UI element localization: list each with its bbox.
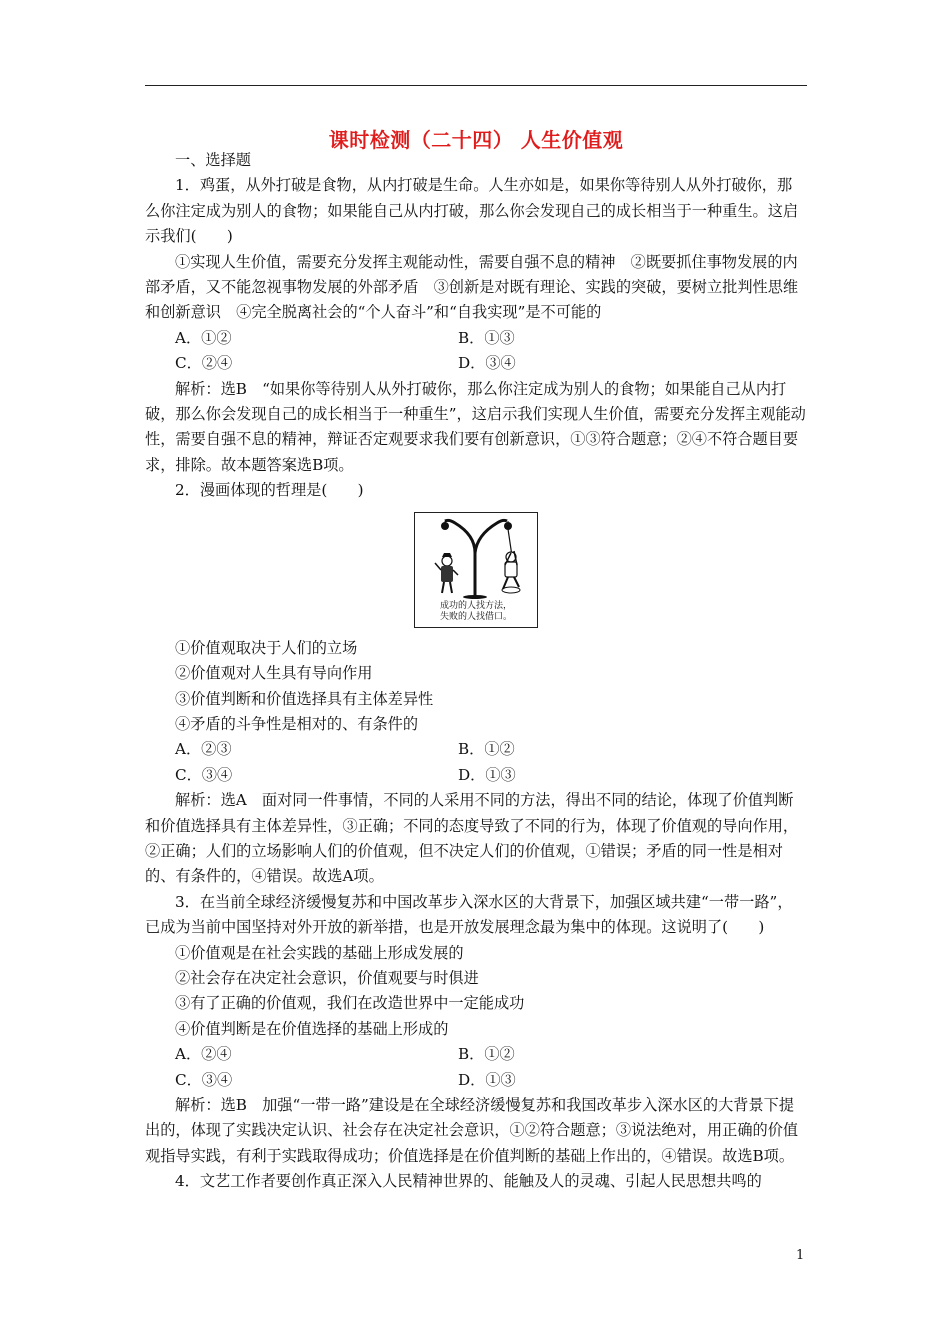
- q2-item-3: ③价值判断和价值选择具有主体差异性: [175, 689, 434, 708]
- q2-stem: 2．漫画体现的哲理是( ): [175, 481, 364, 500]
- q1-option-b: B．①③: [458, 328, 515, 347]
- page-number: 1: [796, 1248, 805, 1263]
- cartoon-illustration: [415, 513, 537, 599]
- q2-options-row2: [145, 763, 807, 788]
- q3-analysis: 解析：选B 加强“一带一路”建设是在全球经济缓慢复苏和我国改革步入深水区的大背景下提出的，体现了实践决定认识、社会存在决定社会意识，①②符合题意；③说法绝对，用正确的价值观指导实践，有利于实践取得成功；价值选择是在价值判断的基础上作出的，④错误。故选B项。: [145, 1096, 799, 1165]
- header-rule: [145, 85, 807, 86]
- q1-option-c: C．②④: [175, 354, 233, 373]
- q1-analysis: 解析：选B “如果你等待别人从外打破你，那么你注定成为别人的食物；如果能自己从内打破，那么你会发现自己的成长相当于一种重生”，这启示我们实现人生价值，需要充分发挥主观能动性，需要自强不息的精神，辩证否定观要求我们要有创新意识，①③符合题意；②④不符合题目要求，排除。故本题答案选B项。: [145, 379, 806, 474]
- section-heading: 一、选择题: [175, 151, 251, 169]
- q2-item-1: ①价值观取决于人们的立场: [175, 638, 358, 657]
- q1-options-row2: [145, 351, 807, 376]
- q2-item-2: ②价值观对人生具有导向作用: [175, 664, 373, 683]
- q3-item-3: ③有了正确的价值观，我们在改造世界中一定能成功: [175, 994, 525, 1013]
- q3-options-row1: [145, 1042, 807, 1067]
- q3-option-d: D．①③: [458, 1070, 516, 1089]
- cartoon-caption: [415, 601, 537, 623]
- q2-option-b: B．①②: [458, 740, 515, 759]
- q3-item-2: ②社会存在决定社会意识，价值观要与时俱进: [175, 968, 479, 987]
- q3-option-a: A．②④: [175, 1045, 232, 1064]
- cartoon-figure: [414, 512, 538, 628]
- q1-stem: 1．鸡蛋，从外打破是食物，从内打破是生命。人生亦如是，如果你等待别人从外打破你，那么你注定成为别人的食物；如果能自己从内打破，那么你会发现自己的成长相当于一种重生。这启示我们( ): [145, 176, 799, 246]
- q3-options-row2: [145, 1068, 807, 1093]
- q2-analysis: 解析：选A 面对同一件事情，不同的人采用不同的方法，得出不同的结论，体现了价值判断和价值选择具有主体差异性，③正确；不同的态度导致了不同的行为，体现了价值观的导向作用，②正确；人们的立场影响人们的价值观，但不决定人们的价值观，①错误；矛盾的同一性是相对的、有条件的，④错误。故选A项。: [145, 791, 799, 886]
- page-title: 课时检测（二十四） 人生价值观: [328, 128, 624, 152]
- q1-option-a: A．①②: [175, 328, 232, 347]
- q1-option-d: D．③④: [458, 354, 516, 373]
- q3-option-b: B．①②: [458, 1045, 515, 1064]
- document-body: [145, 148, 807, 1195]
- q3-item-1: ①价值观是在社会实践的基础上形成发展的: [175, 943, 464, 962]
- q2-option-c: C．③④: [175, 765, 233, 784]
- q2-options-row1: [145, 737, 807, 762]
- q3-option-c: C．③④: [175, 1070, 233, 1089]
- q1-items: ①实现人生价值，需要充分发挥主观能动性，需要自强不息的精神 ②既要抓住事物发展的内部矛盾，又不能忽视事物发展的外部矛盾 ③创新是对既有理论、实践的突破，要树立批判性思维和创新意识 ④完全脱离社会的“个人奋斗”和“自我实现”是不可能的: [145, 252, 799, 322]
- q1-options-row1: [145, 326, 807, 351]
- q4-stem: 4．文艺工作者要创作真正深入人民精神世界的、能触及人的灵魂、引起人民思想共鸣的: [175, 1172, 762, 1191]
- q2-option-a: A．②③: [175, 740, 232, 759]
- q2-option-d: D．①③: [458, 765, 516, 784]
- cartoon-caption-line1: 成功的人找方法，: [439, 600, 512, 611]
- q2-item-4: ④矛盾的斗争性是相对的、有条件的: [175, 714, 418, 733]
- cartoon-caption-line2: 失败的人找借口。: [439, 611, 512, 622]
- q3-item-4: ④价值判断是在价值选择的基础上形成的: [175, 1019, 449, 1038]
- q3-stem: 3．在当前全球经济缓慢复苏和中国改革步入深水区的大背景下，加强区域共建“一带一路”，已成为当前中国坚持对外开放的新举措，也是开放发展理念最为集中的体现。这说明了( ): [145, 892, 793, 937]
